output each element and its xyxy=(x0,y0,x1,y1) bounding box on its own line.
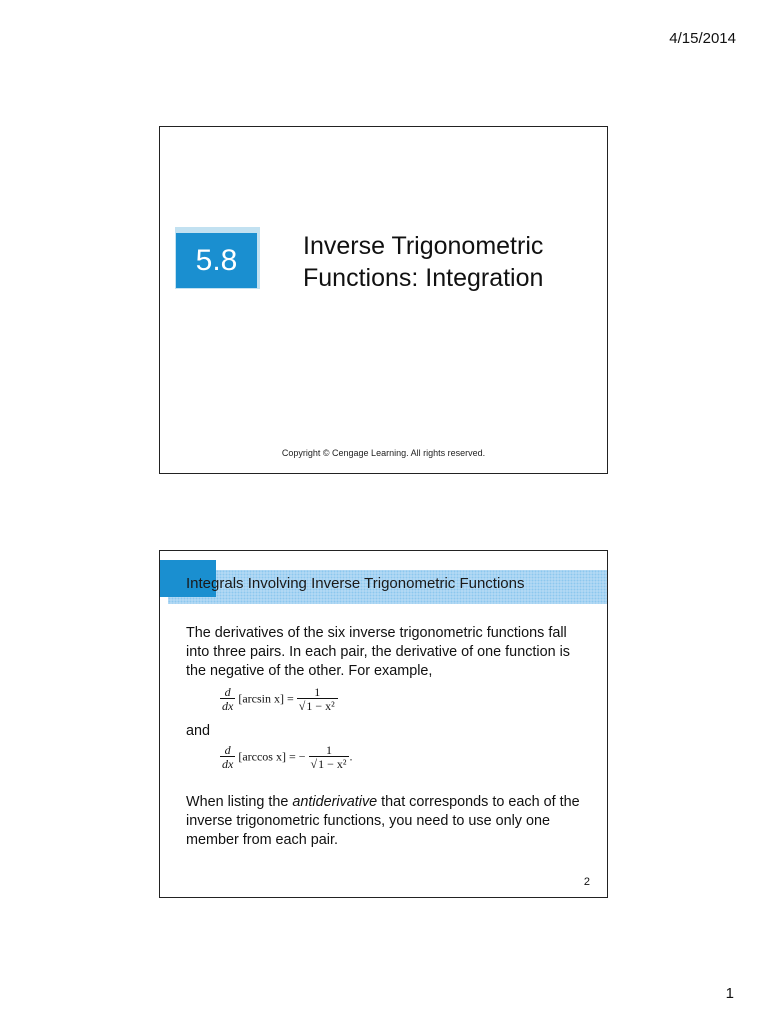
print-date: 4/15/2014 xyxy=(669,30,736,47)
derivative-operator: $\frac{d}{dx}$ xyxy=(222,685,234,713)
slide-title-line1: Inverse Trigonometric xyxy=(303,232,544,260)
slide-title xyxy=(303,230,593,294)
function-bracket: [arcsin x] xyxy=(238,691,284,706)
equals-negative-sign: = − xyxy=(288,749,306,764)
slide-title-line2: Functions: Integration xyxy=(303,264,544,292)
conjunction-and: and xyxy=(186,723,211,739)
equals-sign: = xyxy=(286,691,294,706)
derivative-operator: $\frac{d}{dx}$ xyxy=(222,743,234,771)
section-number-badge xyxy=(176,233,257,288)
function-bracket: [arccos x] xyxy=(238,749,286,764)
slide-integrals xyxy=(159,550,608,898)
formula-period: . xyxy=(349,749,353,764)
slide-number: 2 xyxy=(583,876,590,888)
slide-heading: Integrals Involving Inverse Trigonometric Functions xyxy=(186,575,525,592)
section-number: 5.8 xyxy=(195,243,238,277)
slide-title-card xyxy=(159,126,608,474)
paragraph-antiderivative: When listing the antiderivative that corresponds to each of the inverse trigonometric functions, you need to use only one member from each pair. xyxy=(186,794,580,848)
result-fraction: $\frac{1}{\text{√1 − x²}}$ xyxy=(309,744,350,771)
emphasis-antiderivative: antiderivative xyxy=(292,794,378,810)
paragraph-intro: The derivatives of the six inverse trigonometric functions fall into three pairs. In each pair, the derivative of one function is the negative of the other. For example, xyxy=(186,625,570,679)
formula-arcsin-derivative xyxy=(220,686,338,713)
result-fraction: $\frac{1}{\text{√1 − x²}}$ xyxy=(297,686,338,713)
square-root: √1 − x² xyxy=(310,757,347,771)
copyright-notice: Copyright © Cengage Learning. All rights reserved. xyxy=(281,448,486,458)
page-number: 1 xyxy=(725,985,734,1002)
formula-arccos-derivative xyxy=(220,744,352,771)
square-root: √1 − x² xyxy=(298,699,335,713)
